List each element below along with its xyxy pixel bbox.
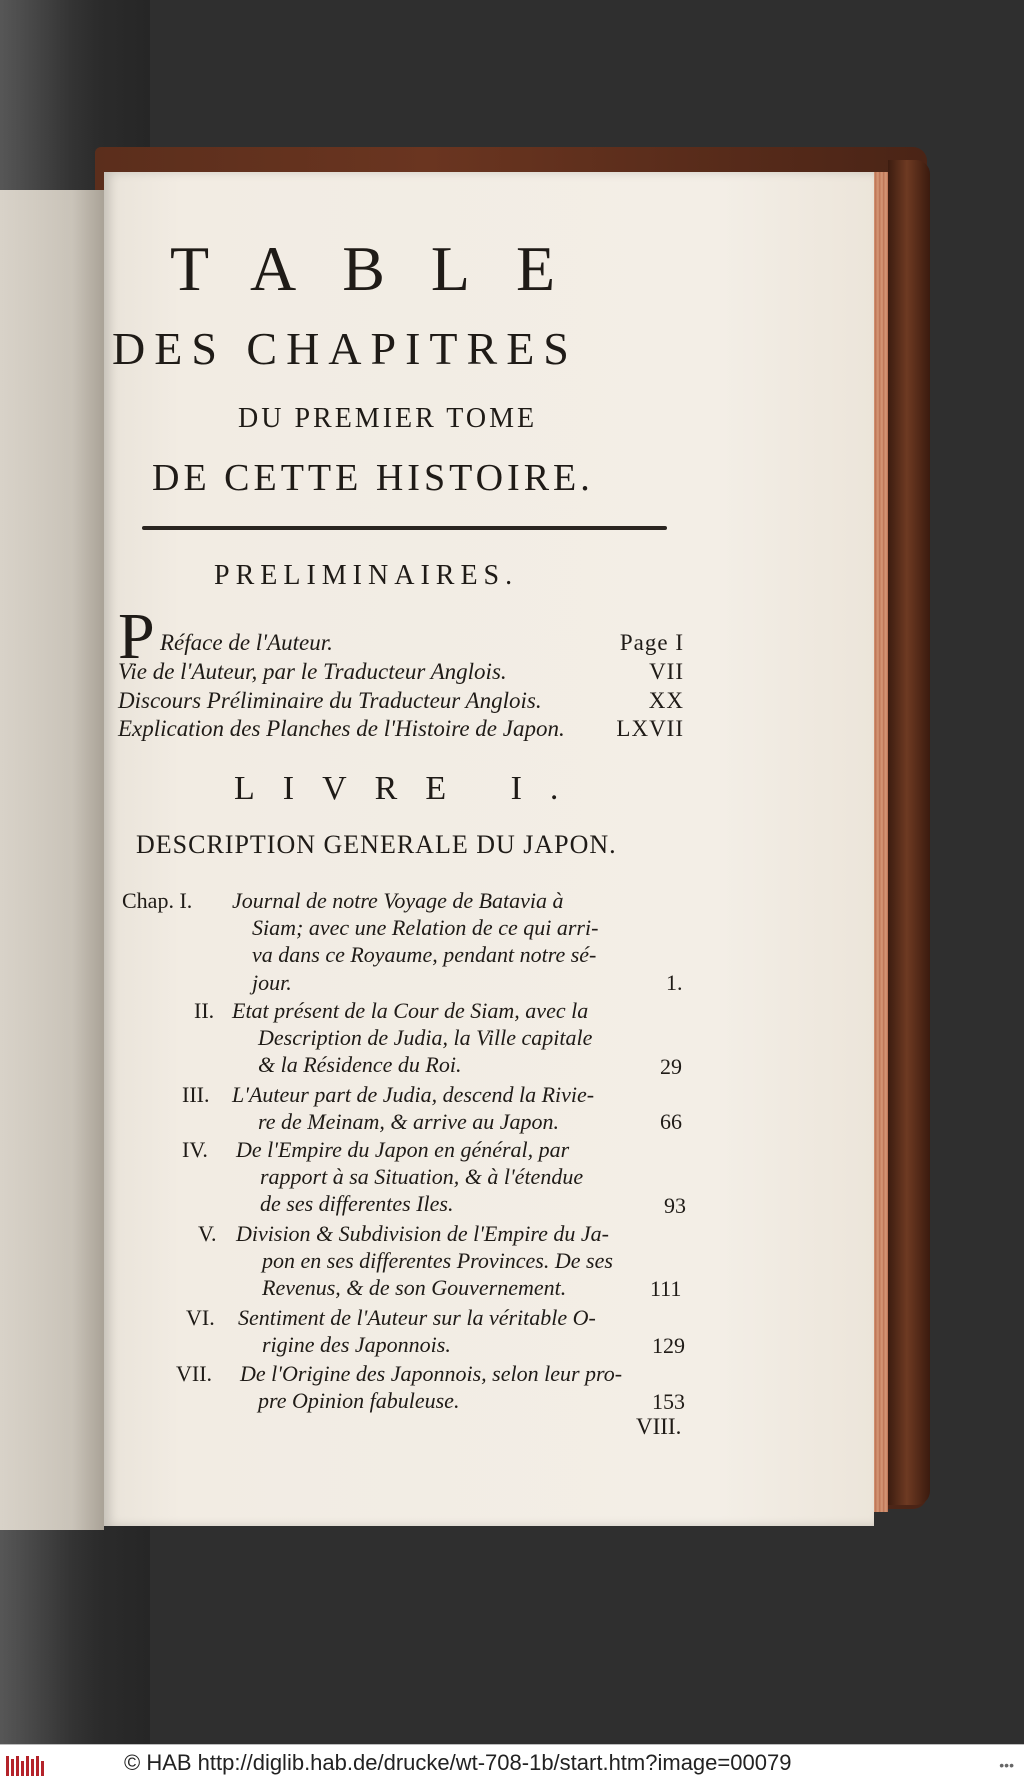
chapter-line: L'Auteur part de Judia, descend la Rivie-: [232, 1082, 595, 1107]
prelim-entry-text: Vie de l'Auteur, par le Traducteur Anglois.: [118, 659, 507, 684]
chapter-line: jour.: [252, 970, 292, 995]
chapter-line: rapport à sa Situation, & à l'étendue: [260, 1164, 584, 1189]
chapter-number: VI.: [186, 1305, 215, 1330]
title-tome: DU PREMIER TOME: [238, 403, 538, 434]
prelim-entry-page: Page I: [619, 630, 684, 655]
status-bar: [0, 1744, 1024, 1784]
chapter-number: III.: [182, 1082, 210, 1107]
chapter-line: Revenus, & de son Gouvernement.: [262, 1275, 567, 1300]
prelim-entry-text: Discours Préliminaire du Traducteur Anglois.: [118, 688, 542, 713]
chapter-page: 93: [664, 1193, 686, 1218]
chapter-line: va dans ce Royaume, pendant notre sé-: [252, 942, 597, 967]
prelim-entry-page: LXVII: [616, 716, 684, 741]
chapter-line: De l'Origine des Japonnois, selon leur pro-: [240, 1361, 623, 1386]
chapter-number: IV.: [182, 1137, 208, 1162]
chapter-line: & la Résidence du Roi.: [258, 1052, 462, 1077]
copyright-url[interactable]: © HAB http://diglib.hab.de/drucke/wt-708-1b/start.htm?image=00079: [124, 1750, 792, 1775]
chapter-line: Sentiment de l'Auteur sur la véritable O-: [238, 1305, 596, 1330]
chapter-number: Chap. I.: [122, 888, 193, 913]
hab-logo-icon: [4, 1753, 46, 1779]
chapter-number: VII.: [176, 1361, 213, 1386]
chapter-page: 129: [652, 1333, 685, 1358]
chapter-page: 29: [660, 1054, 682, 1079]
title-histoire: DE CETTE HISTOIRE.: [152, 457, 594, 499]
chapter-line: Etat présent de la Cour de Siam, avec la: [232, 998, 589, 1023]
prelim-entry-page: XX: [648, 688, 684, 713]
chapter-line: re de Meinam, & arrive au Japon.: [258, 1109, 560, 1134]
description-heading: DESCRIPTION GENERALE DU JAPON.: [136, 830, 617, 859]
prelim-entry-text: Explication des Planches de l'Histoire de Japon.: [118, 716, 565, 741]
livre-heading: LIVRE I.: [234, 770, 587, 807]
chapter-line: de ses differentes Iles.: [260, 1191, 454, 1216]
chapter-line: Journal de notre Voyage de Batavia à: [232, 888, 564, 913]
chapter-line: De l'Empire du Japon en général, par: [236, 1137, 570, 1162]
catchword: VIII.: [636, 1414, 682, 1439]
chapter-page: 153: [652, 1389, 685, 1414]
chapter-page: 66: [660, 1109, 682, 1134]
chapter-line: rigine des Japonnois.: [262, 1332, 451, 1357]
chapter-line: pon en ses differentes Provinces. De ses: [262, 1248, 613, 1273]
chapter-page: 1.: [666, 970, 683, 995]
more-dots-icon[interactable]: •••: [999, 1757, 1014, 1773]
section-heading-prelim: PRELIMINAIRES.: [214, 560, 519, 591]
title-rule: [142, 526, 667, 530]
chapter-number: II.: [194, 998, 215, 1023]
facing-page-shadow: [0, 190, 104, 1530]
chapter-number: V.: [198, 1221, 217, 1246]
book-spine-edge: [888, 160, 930, 1505]
drop-cap: P: [118, 600, 155, 673]
page-title: TABLE: [170, 233, 602, 304]
chapter-line: Division & Subdivision de l'Empire du Ja-: [236, 1221, 609, 1246]
chapter-line: pre Opinion fabuleuse.: [258, 1388, 460, 1413]
prelim-entry-text: Réface de l'Auteur.: [160, 630, 333, 655]
chapter-line: Siam; avec une Relation de ce qui arri-: [252, 915, 599, 940]
chapter-line: Description de Judia, la Ville capitale: [258, 1025, 593, 1050]
prelim-entry-page: VII: [649, 659, 684, 684]
chapter-page: 111: [650, 1276, 682, 1301]
title-chapitres: DES CHAPITRES: [112, 323, 578, 374]
